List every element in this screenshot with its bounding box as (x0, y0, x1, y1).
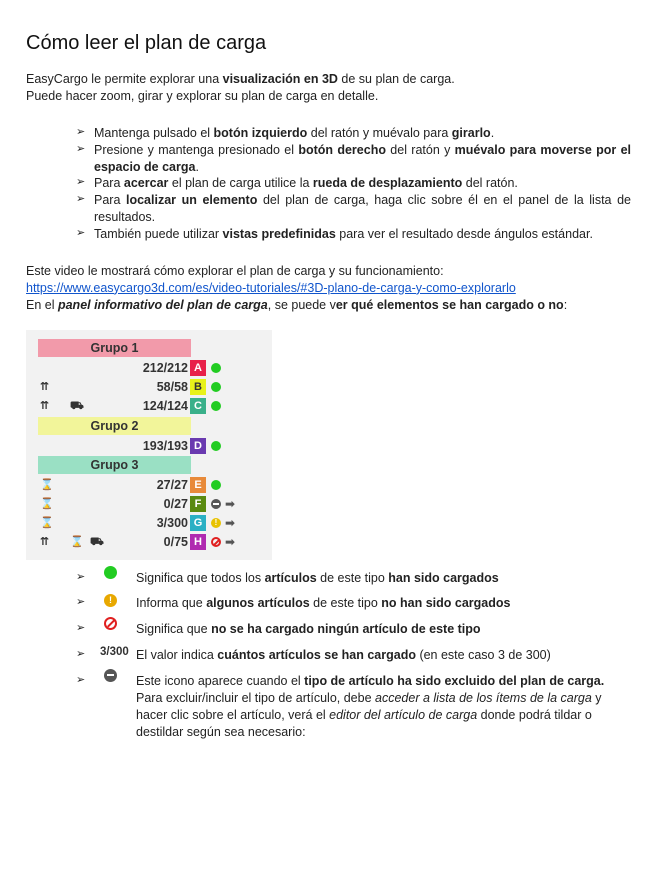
item-property-icon: ⌛ (40, 477, 54, 491)
prohibited-icon (104, 617, 117, 630)
status-grey-icon (211, 499, 221, 509)
status-green-icon (211, 401, 221, 411)
legend-list (26, 570, 631, 741)
green-dot-icon (104, 566, 117, 579)
loaded-count: 27/27 (156, 477, 188, 492)
panel-row-g[interactable] (26, 514, 272, 532)
video-link[interactable]: https://www.easycargo3d.com/es/video-tutoriales/#3D-plano-de-carga-y-como-explorarlo (26, 280, 516, 295)
list-item: ➢ Para acercar el plan de carga utilice la rueda de desplazamiento del ratón. (76, 175, 631, 192)
panel-row-e[interactable] (26, 476, 272, 494)
list-item: ➢ También puede utilizar vistas predefinidas para ver el resultado desde ángulos estándar. (76, 226, 631, 243)
group-header[interactable]: Grupo 1 (38, 339, 191, 357)
item-property-icon: ⛟ (90, 534, 104, 548)
status-green-icon (211, 480, 221, 490)
cargo-info-panel (26, 330, 272, 560)
item-property-icon: ⇈ (40, 534, 50, 548)
item-letter-badge: H (190, 534, 206, 550)
item-property-icon: ⌛ (40, 496, 54, 510)
loaded-count: 193/193 (142, 438, 188, 453)
legend-item-partial: ➢ ! Informa que algunos artículos de este tipo no han sido cargados (76, 595, 511, 611)
status-green-icon (211, 382, 221, 392)
intro-line-1: EasyCargo le permite explorar una visualización en 3D de su plan de carga. (26, 72, 455, 86)
item-letter-badge: D (190, 438, 206, 454)
group-header[interactable]: Grupo 3 (38, 456, 191, 474)
panel-row-f[interactable] (26, 495, 272, 513)
video-text: Este video le mostrará cómo explorar el plan de carga y su funcionamiento: (26, 263, 444, 278)
item-letter-badge: F (190, 496, 206, 512)
panel-row-c[interactable] (26, 397, 272, 415)
item-letter-badge: G (190, 515, 206, 531)
arrow-right-icon: ➡ (225, 534, 236, 549)
loaded-count: 58/58 (156, 379, 188, 394)
legend-item-excluded: ➢ Este icono aparece cuando el tipo de artículo ha sido excluido del plan de carga. Para excluir/incluir el tipo de artículo, debe acceder a lista de los ítems de la carga y hacer clic sobre el artículo, verá el editor del artículo de carga donde podrá tildar o destildar según sea necesario: (76, 673, 631, 741)
loaded-count: 0/75 (163, 534, 188, 549)
list-item: ➢ Presione y mantenga presionado el botón derecho del ratón y muévalo para moverse por el espacio de carga. (76, 142, 631, 176)
status-yellow-icon: ! (211, 518, 221, 528)
arrow-right-icon: ➡ (225, 496, 236, 511)
status-green-icon (211, 441, 221, 451)
item-letter-badge: E (190, 477, 206, 493)
loaded-count: 124/124 (142, 398, 188, 413)
legend-item-none: ➢ Significa que no se ha cargado ningún artículo de este tipo (76, 621, 631, 638)
panel-row-b[interactable] (26, 378, 272, 396)
count-sample: 3/300 (100, 646, 129, 659)
panel-row-a[interactable] (26, 359, 272, 377)
loaded-count: 3/300 (156, 515, 188, 530)
item-letter-badge: A (190, 360, 206, 376)
list-item: ➢ Para localizar un elemento del plan de carga, haga clic sobre él en el panel de la lista de resultados. (76, 192, 631, 226)
page-title: Cómo leer el plan de carga (26, 32, 267, 54)
intro-line-2: Puede hacer zoom, girar y explorar su plan de carga en detalle. (26, 88, 379, 103)
group-header[interactable]: Grupo 2 (38, 417, 191, 435)
warning-dot-icon: ! (104, 594, 117, 607)
item-property-icon: ⌛ (40, 515, 54, 529)
instructions-list (26, 125, 631, 243)
status-red-icon (211, 537, 221, 547)
excluded-icon (104, 669, 117, 682)
item-property-icon: ⇈ (40, 398, 50, 412)
intro-paragraph (26, 71, 631, 105)
panel-row-d[interactable] (26, 437, 272, 455)
item-property-icon: ⛟ (70, 398, 84, 412)
item-letter-badge: B (190, 379, 206, 395)
list-item: ➢ Mantenga pulsado el botón izquierdo del ratón y muévalo para girarlo. (76, 125, 631, 142)
arrow-right-icon: ➡ (225, 515, 236, 530)
panel-intro: En el panel informativo del plan de carga, se puede ver qué elementos se han cargado o no: (26, 297, 568, 312)
loaded-count: 0/27 (163, 496, 188, 511)
item-letter-badge: C (190, 398, 206, 414)
legend-item-loaded: ➢ Significa que todos los artículos de este tipo han sido cargados (76, 570, 631, 587)
loaded-count: 212/212 (142, 360, 188, 375)
item-property-icon: ⇈ (40, 379, 50, 393)
legend-item-count: ➢ 3/300 El valor indica cuántos artículos se han cargado (en este caso 3 de 300) (76, 646, 551, 663)
item-property-icon: ⌛ (70, 534, 84, 548)
status-green-icon (211, 363, 221, 373)
panel-row-h[interactable] (26, 533, 272, 551)
